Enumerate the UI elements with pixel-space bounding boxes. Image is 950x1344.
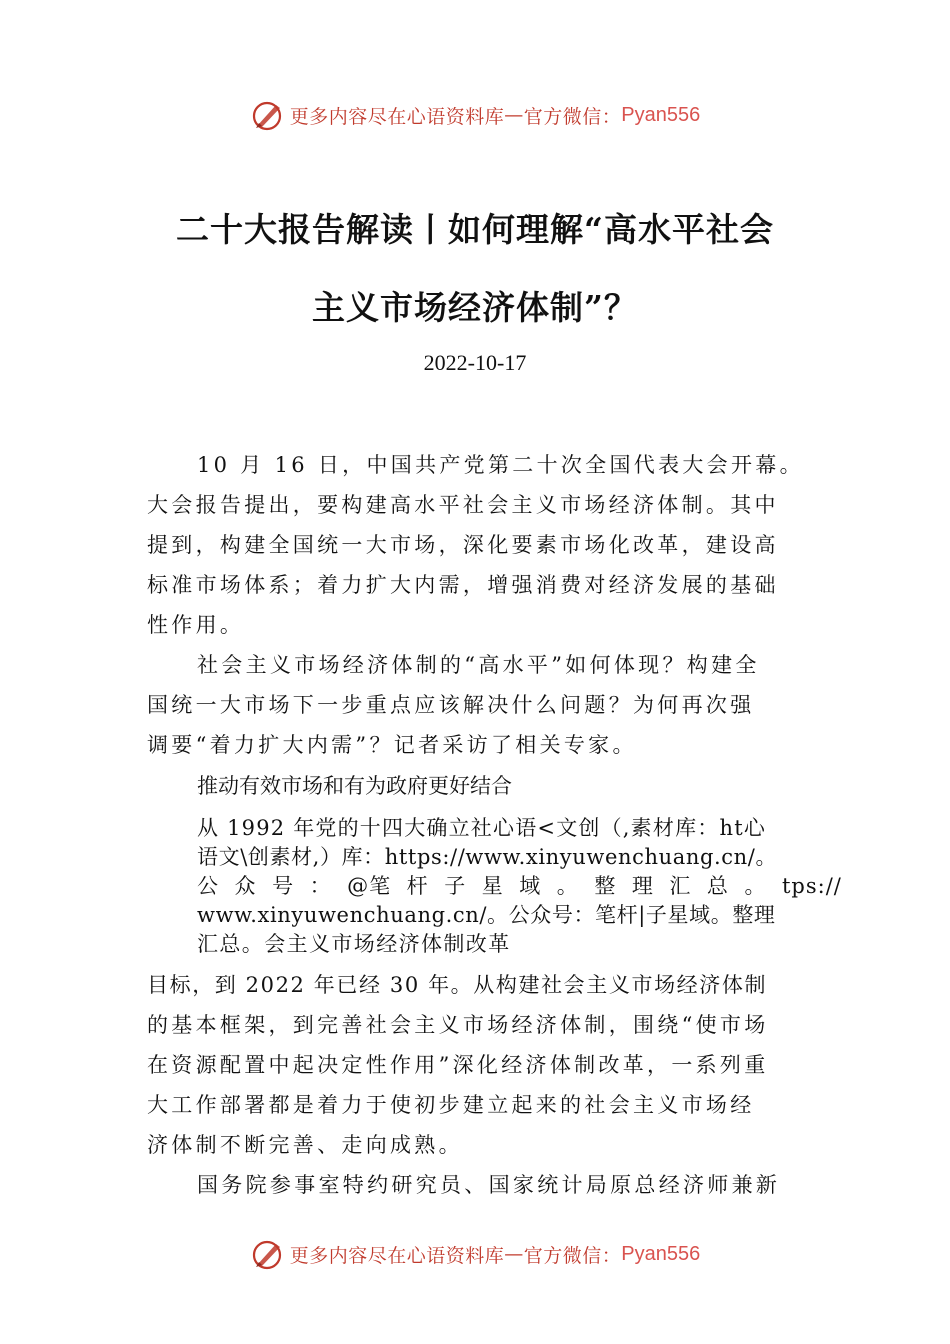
- injected-text-fragment: 。: [744, 874, 767, 898]
- article-date: 2022-10-17: [423, 350, 527, 375]
- injected-text-fragment: 杆: [406, 874, 429, 898]
- injected-text-fragment: tps://: [781, 874, 842, 898]
- article-title-line-2: 主义市场经济体制”？: [312, 288, 638, 327]
- watermark-bottom: [0, 1234, 950, 1274]
- watermark-account: Pyan556: [621, 103, 701, 126]
- injected-text-fragment: 理: [631, 874, 654, 898]
- injected-text-fragment: 总: [706, 874, 729, 898]
- paragraph-1-line: 大会报告提出，要构建高水平社会主义市场经济体制。其中: [147, 493, 779, 517]
- watermark-brand: 更多内容尽在心语资料库: [289, 105, 505, 128]
- watermark-dash: —: [504, 1243, 524, 1265]
- injected-text-line-justified: [197, 872, 842, 901]
- watermark-label: 官方微信：: [523, 1244, 622, 1267]
- paragraph-3-line: 济体制不断完善、走向成熟。: [147, 1133, 463, 1157]
- paragraph-3-line: 的基本框架，到完善社会主义市场经济体制，围绕“使市场: [147, 1013, 769, 1037]
- paragraph-1-line: 标准市场体系；着力扩大内需，增强消费对经济发展的基础: [147, 573, 779, 597]
- injected-text-fragment: 整: [594, 874, 617, 898]
- watermark-brand: 更多内容尽在心语资料库: [289, 1244, 505, 1267]
- injected-text-fragment: 域: [519, 874, 542, 898]
- paragraph-1-line: 性作用。: [147, 613, 245, 637]
- injected-text-fragment: @笔: [347, 874, 392, 898]
- pen-logo-icon: [250, 97, 286, 133]
- watermark-top: [0, 95, 950, 135]
- injected-text-fragment: 公: [197, 874, 219, 898]
- injected-text-fragment: 众: [234, 874, 257, 898]
- injected-text-line: 汇总。会主义市场经济体制改革: [197, 932, 511, 956]
- paragraph-4-line: 国务院参事室特约研究员、国家统计局原总经济师兼新: [197, 1173, 781, 1197]
- watermark-account: Pyan556: [621, 1242, 701, 1265]
- injected-text-fragment: 汇: [669, 874, 692, 898]
- paragraph-2-line: 社会主义市场经济体制的“高水平”如何体现？构建全: [197, 653, 760, 677]
- injected-text-fragment: 号: [272, 874, 295, 898]
- watermark-dash: —: [504, 104, 524, 126]
- paragraph-1-line: 10 月 16 日，中国共产党第二十次全国代表大会开幕。: [197, 453, 804, 477]
- injected-text-line: 从 1992 年党的十四大确立社心语<文创（,素材库：ht心: [197, 816, 767, 840]
- injected-text-line: 语文\创素材,）库：https://www.xinyuwenchuang.cn/。: [197, 845, 778, 869]
- article-title-line-1: 二十大报告解读丨如何理解“高水平社会: [176, 210, 774, 249]
- paragraph-2-line: 国统一大市场下一步重点应该解决什么问题？为何再次强: [147, 693, 755, 717]
- injected-text-fragment: ：: [309, 874, 332, 898]
- paragraph-3-line: 在资源配置中起决定性作用”深化经济体制改革，一系列重: [147, 1053, 769, 1077]
- injected-text-line: www.xinyuwenchuang.cn/。公众号：笔杆|子星域。整理: [197, 903, 776, 927]
- section-subheading: 推动有效市场和有为政府更好结合: [197, 774, 512, 798]
- injected-text-fragment: 子: [444, 874, 467, 898]
- paragraph-2-line: 调要“着力扩大内需”？记者采访了相关专家。: [147, 733, 637, 757]
- pen-logo-icon: [250, 1236, 286, 1272]
- injected-text-fragment: 。: [556, 874, 579, 898]
- paragraph-3-line: 目标，到 2022 年已经 30 年。从构建社会主义市场经济体制: [147, 973, 768, 997]
- injected-text-fragment: 星: [481, 874, 504, 898]
- paragraph-3-line: 大工作部署都是着力于使初步建立起来的社会主义市场经: [147, 1093, 755, 1117]
- watermark-label: 官方微信：: [523, 105, 622, 128]
- paragraph-1-line: 提到，构建全国统一大市场，深化要素市场化改革，建设高: [147, 533, 779, 557]
